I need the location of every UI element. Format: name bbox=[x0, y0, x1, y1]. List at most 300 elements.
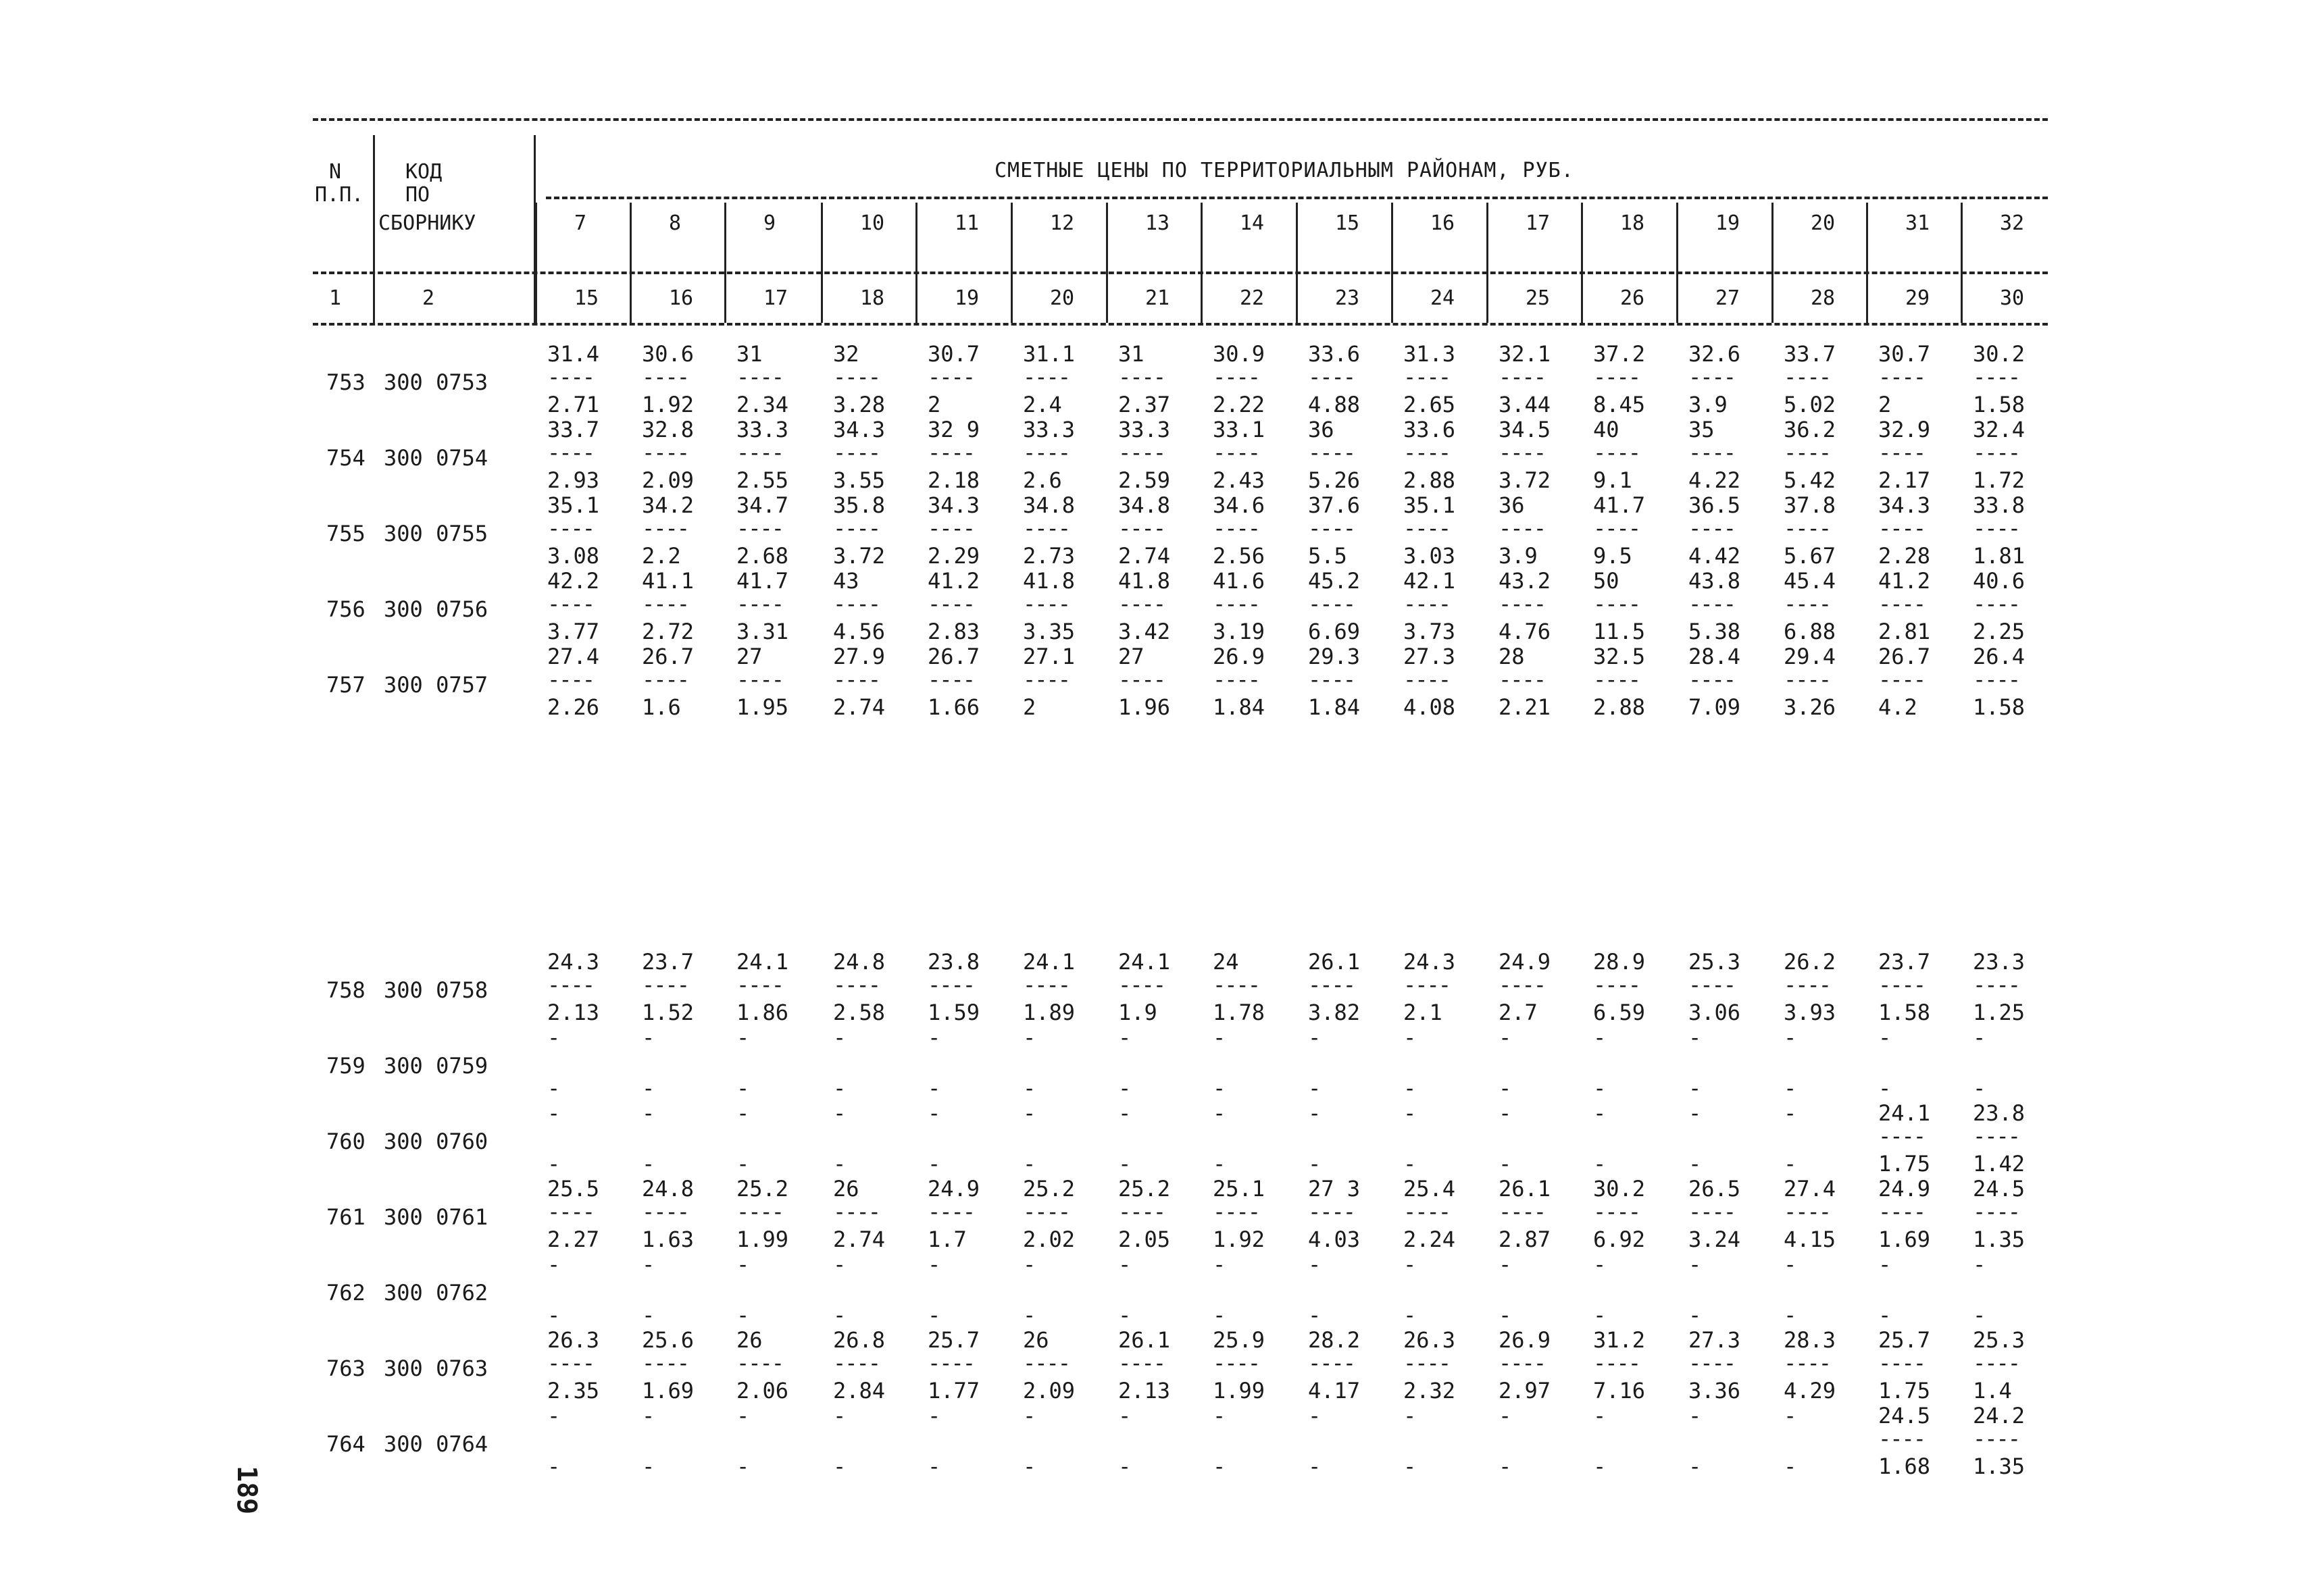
row-code: 300 0755 bbox=[384, 521, 488, 546]
price-bottom-value: - bbox=[1023, 1151, 1036, 1177]
price-bottom-value: 7.09 bbox=[1688, 694, 1741, 720]
row-number: 761 bbox=[326, 1204, 366, 1230]
price-top-value: 30.2 bbox=[1973, 341, 2026, 367]
price-top-value: 26.7 bbox=[928, 644, 980, 669]
header-n: N bbox=[329, 160, 342, 184]
price-bottom-value: 2.4 bbox=[1023, 392, 1062, 417]
price-top-value: 25.5 bbox=[547, 1176, 600, 1202]
row-number: 753 bbox=[326, 369, 366, 395]
price-bottom-value: 1.77 bbox=[928, 1378, 980, 1404]
region-code: 31 bbox=[1905, 211, 1930, 235]
price-bottom-value: 2.1 bbox=[1403, 1000, 1442, 1025]
price-top-value: 26 bbox=[1023, 1327, 1049, 1353]
price-top-value: 25.2 bbox=[736, 1176, 789, 1202]
fraction-rule: ---- bbox=[1688, 515, 1736, 541]
region-col-separator bbox=[630, 203, 632, 323]
fraction-rule: ---- bbox=[736, 972, 784, 998]
row-number: 758 bbox=[326, 977, 366, 1003]
price-top-value: - bbox=[1308, 1403, 1322, 1428]
price-top-value: 33.8 bbox=[1973, 492, 2026, 518]
fraction-rule: ---- bbox=[547, 440, 595, 465]
price-bottom-value: 2.37 bbox=[1118, 392, 1171, 417]
fraction-rule: ---- bbox=[1878, 1350, 1926, 1376]
price-top-value: - bbox=[833, 1252, 847, 1277]
fraction-rule: ---- bbox=[928, 440, 975, 465]
row-number: 762 bbox=[326, 1280, 366, 1306]
fraction-rule: ---- bbox=[1308, 972, 1355, 998]
price-top-value: 30.2 bbox=[1593, 1176, 1646, 1202]
price-top-value: 37.2 bbox=[1593, 341, 1646, 367]
price-top-value: - bbox=[1118, 1025, 1132, 1050]
price-bottom-value: 3.77 bbox=[547, 619, 600, 644]
price-top-value: 25.3 bbox=[1688, 949, 1741, 975]
fraction-rule: ---- bbox=[642, 515, 689, 541]
price-bottom-value: 3.93 bbox=[1784, 1000, 1836, 1025]
price-bottom-value: 5.38 bbox=[1688, 619, 1741, 644]
price-top-value: 24.3 bbox=[547, 949, 600, 975]
price-top-value: 26.8 bbox=[833, 1327, 886, 1353]
price-top-value: 34.2 bbox=[642, 492, 695, 518]
fraction-rule: ---- bbox=[1308, 364, 1355, 390]
region-col-separator bbox=[1866, 203, 1868, 323]
region-col-separator bbox=[821, 203, 823, 323]
price-top-value: 26.4 bbox=[1973, 644, 2026, 669]
fraction-rule: ---- bbox=[833, 1350, 880, 1376]
fraction-rule: ---- bbox=[642, 667, 689, 692]
fraction-rule: ---- bbox=[1688, 364, 1736, 390]
price-top-value: 41.2 bbox=[1878, 568, 1931, 594]
price-bottom-value: 4.15 bbox=[1784, 1227, 1836, 1252]
price-top-value: - bbox=[1784, 1025, 1797, 1050]
header-bottom-rule bbox=[313, 323, 2048, 326]
row-number: 756 bbox=[326, 596, 366, 622]
price-top-value: 27.4 bbox=[547, 644, 600, 669]
fraction-rule: ---- bbox=[833, 440, 880, 465]
price-bottom-value: - bbox=[1784, 1151, 1797, 1177]
fraction-rule: ---- bbox=[1878, 515, 1926, 541]
price-top-value: 32.4 bbox=[1973, 417, 2026, 442]
price-bottom-value: 1.66 bbox=[928, 694, 980, 720]
region-col-separator bbox=[1106, 203, 1108, 323]
price-bottom-value: 2.26 bbox=[547, 694, 600, 720]
price-top-value: - bbox=[1593, 1252, 1607, 1277]
price-top-value: - bbox=[1308, 1252, 1322, 1277]
price-bottom-value: 1.95 bbox=[736, 694, 789, 720]
row-code: 300 0758 bbox=[384, 977, 488, 1003]
price-bottom-value: 1.78 bbox=[1213, 1000, 1265, 1025]
price-top-value: 43 bbox=[833, 568, 859, 594]
price-bottom-value: 1.68 bbox=[1878, 1453, 1931, 1479]
price-bottom-value: 5.26 bbox=[1308, 467, 1361, 493]
price-top-value: - bbox=[1973, 1025, 1986, 1050]
price-top-value: 42.2 bbox=[547, 568, 600, 594]
fraction-rule: ---- bbox=[1878, 667, 1926, 692]
price-top-value: 31.2 bbox=[1593, 1327, 1646, 1353]
price-top-value: 30.9 bbox=[1213, 341, 1265, 367]
fraction-rule: ---- bbox=[1308, 515, 1355, 541]
price-bottom-value: 11.5 bbox=[1593, 619, 1646, 644]
price-bottom-value: - bbox=[1688, 1453, 1702, 1479]
region-col-separator bbox=[1771, 203, 1774, 323]
price-top-value: - bbox=[1118, 1100, 1132, 1126]
price-top-value: - bbox=[1593, 1100, 1607, 1126]
price-bottom-value: 6.88 bbox=[1784, 619, 1836, 644]
price-top-value: - bbox=[1023, 1403, 1036, 1428]
price-top-value: 25.4 bbox=[1403, 1176, 1456, 1202]
price-top-value: 33.1 bbox=[1213, 417, 1265, 442]
price-bottom-value: - bbox=[1023, 1302, 1036, 1328]
price-bottom-value: - bbox=[642, 1302, 655, 1328]
price-top-value: 28 bbox=[1499, 644, 1525, 669]
price-top-value: 36.2 bbox=[1784, 417, 1836, 442]
price-top-value: 26.3 bbox=[1403, 1327, 1456, 1353]
price-bottom-value: - bbox=[1403, 1453, 1417, 1479]
price-top-value: 34.8 bbox=[1023, 492, 1076, 518]
header-po: ПО bbox=[405, 183, 430, 207]
row-code: 300 0762 bbox=[384, 1280, 488, 1306]
price-bottom-value: 3.55 bbox=[833, 467, 886, 493]
price-top-value: 24.9 bbox=[1499, 949, 1551, 975]
price-top-value: 37.8 bbox=[1784, 492, 1836, 518]
price-top-value: 24.2 bbox=[1973, 1403, 2026, 1428]
price-bottom-value: 2.02 bbox=[1023, 1227, 1076, 1252]
fraction-rule: ---- bbox=[1403, 1350, 1451, 1376]
price-bottom-value: 2.13 bbox=[547, 1000, 600, 1025]
fraction-rule: ---- bbox=[1784, 1199, 1831, 1225]
price-top-value: 41.2 bbox=[928, 568, 980, 594]
price-top-value: - bbox=[736, 1403, 750, 1428]
price-bottom-value: - bbox=[1308, 1453, 1322, 1479]
region-code: 18 bbox=[1620, 211, 1645, 235]
price-bottom-value: 2.43 bbox=[1213, 467, 1265, 493]
price-bottom-value: 2.22 bbox=[1213, 392, 1265, 417]
column-number: 17 bbox=[763, 286, 788, 310]
fraction-rule: ---- bbox=[1973, 1426, 2020, 1451]
fraction-rule: ---- bbox=[1784, 515, 1831, 541]
price-bottom-value: 1.81 bbox=[1973, 543, 2026, 569]
row-code: 300 0754 bbox=[384, 445, 488, 471]
price-bottom-value: - bbox=[1688, 1302, 1702, 1328]
column-number: 18 bbox=[860, 286, 885, 310]
price-bottom-value: 5.02 bbox=[1784, 392, 1836, 417]
price-top-value: - bbox=[928, 1100, 941, 1126]
fraction-rule: ---- bbox=[928, 515, 975, 541]
fraction-rule: ---- bbox=[1308, 591, 1355, 617]
fraction-rule: ---- bbox=[1878, 1426, 1926, 1451]
price-top-value: 34.3 bbox=[833, 417, 886, 442]
fraction-rule: ---- bbox=[1593, 1350, 1640, 1376]
price-top-value: 36 bbox=[1499, 492, 1525, 518]
price-top-value: 33.3 bbox=[1023, 417, 1076, 442]
fraction-rule: ---- bbox=[736, 1350, 784, 1376]
price-top-value: 24.1 bbox=[736, 949, 789, 975]
price-top-value: - bbox=[1118, 1252, 1132, 1277]
price-top-value: 32.9 bbox=[1878, 417, 1931, 442]
price-top-value: 33.6 bbox=[1403, 417, 1456, 442]
price-bottom-value: 1.35 bbox=[1973, 1453, 2026, 1479]
price-bottom-value: - bbox=[547, 1151, 561, 1177]
fraction-rule: ---- bbox=[1688, 440, 1736, 465]
fraction-rule: ---- bbox=[642, 364, 689, 390]
region-code: 11 bbox=[955, 211, 980, 235]
price-bottom-value: 3.36 bbox=[1688, 1378, 1741, 1404]
fraction-rule: ---- bbox=[1403, 1199, 1451, 1225]
price-top-value: 26.1 bbox=[1118, 1327, 1171, 1353]
price-bottom-value: 3.26 bbox=[1784, 694, 1836, 720]
price-bottom-value: 2.88 bbox=[1593, 694, 1646, 720]
price-top-value: 26.9 bbox=[1499, 1327, 1551, 1353]
price-bottom-value: 4.42 bbox=[1688, 543, 1741, 569]
row-number: 754 bbox=[326, 445, 366, 471]
fraction-rule: ---- bbox=[1403, 440, 1451, 465]
fraction-rule: ---- bbox=[1973, 364, 2020, 390]
fraction-rule: ---- bbox=[1878, 1199, 1926, 1225]
region-col-separator bbox=[1201, 203, 1203, 323]
fraction-rule: ---- bbox=[1878, 440, 1926, 465]
price-top-value: 35.1 bbox=[547, 492, 600, 518]
price-bottom-value: - bbox=[1403, 1075, 1417, 1101]
price-bottom-value: 1.58 bbox=[1973, 392, 2026, 417]
price-top-value: 40 bbox=[1593, 417, 1619, 442]
price-top-value: 24.5 bbox=[1973, 1176, 2026, 1202]
fraction-rule: ---- bbox=[547, 364, 595, 390]
column-number: 26 bbox=[1620, 286, 1645, 310]
header-sep-n bbox=[373, 135, 375, 323]
fraction-rule: ---- bbox=[1403, 515, 1451, 541]
price-bottom-value: - bbox=[1308, 1151, 1322, 1177]
fraction-rule: ---- bbox=[1784, 364, 1831, 390]
price-bottom-value: 2.55 bbox=[736, 467, 789, 493]
price-top-value: 27.4 bbox=[1784, 1176, 1836, 1202]
price-top-value: - bbox=[642, 1025, 655, 1050]
fraction-rule: ---- bbox=[928, 364, 975, 390]
fraction-rule: ---- bbox=[1499, 591, 1546, 617]
price-top-value: 34.5 bbox=[1499, 417, 1551, 442]
price-top-value: - bbox=[1118, 1403, 1132, 1428]
price-top-value: 24.9 bbox=[928, 1176, 980, 1202]
price-top-value: - bbox=[736, 1100, 750, 1126]
price-bottom-value: 1.42 bbox=[1973, 1151, 2026, 1177]
price-bottom-value: 1.84 bbox=[1213, 694, 1265, 720]
price-bottom-value: 2.84 bbox=[833, 1378, 886, 1404]
fraction-rule: ---- bbox=[1308, 440, 1355, 465]
price-bottom-value: 3.72 bbox=[833, 543, 886, 569]
price-bottom-value: - bbox=[547, 1453, 561, 1479]
price-bottom-value: - bbox=[1213, 1151, 1226, 1177]
price-bottom-value: 4.29 bbox=[1784, 1378, 1836, 1404]
title-under-rule bbox=[546, 197, 2048, 199]
region-col-separator bbox=[1486, 203, 1488, 323]
price-top-value: - bbox=[1593, 1403, 1607, 1428]
fraction-rule: ---- bbox=[1784, 1350, 1831, 1376]
region-col-separator bbox=[1961, 203, 1963, 323]
fraction-rule: ---- bbox=[1499, 515, 1546, 541]
price-top-value: 34.6 bbox=[1213, 492, 1265, 518]
price-bottom-value: 1.89 bbox=[1023, 1000, 1076, 1025]
fraction-rule: ---- bbox=[1308, 1199, 1355, 1225]
price-top-value: 32 bbox=[833, 341, 859, 367]
price-bottom-value: 2.24 bbox=[1403, 1227, 1456, 1252]
price-top-value: 34.3 bbox=[1878, 492, 1931, 518]
price-bottom-value: 1.7 bbox=[928, 1227, 967, 1252]
header-kod: КОД bbox=[405, 160, 443, 184]
price-bottom-value: - bbox=[1118, 1302, 1132, 1328]
row-number: 759 bbox=[326, 1053, 366, 1079]
price-top-value: 45.4 bbox=[1784, 568, 1836, 594]
price-top-value: 28.3 bbox=[1784, 1327, 1836, 1353]
price-top-value: - bbox=[547, 1100, 561, 1126]
fraction-rule: ---- bbox=[1023, 667, 1070, 692]
price-bottom-value: - bbox=[1593, 1453, 1607, 1479]
price-top-value: 24.3 bbox=[1403, 949, 1456, 975]
price-top-value: - bbox=[1593, 1025, 1607, 1050]
price-bottom-value: 3.72 bbox=[1499, 467, 1551, 493]
price-bottom-value: 5.67 bbox=[1784, 543, 1836, 569]
fraction-rule: ---- bbox=[736, 364, 784, 390]
price-top-value: 24.1 bbox=[1878, 1100, 1931, 1126]
price-bottom-value: 2.25 bbox=[1973, 619, 2026, 644]
price-top-value: - bbox=[1499, 1403, 1512, 1428]
price-bottom-value: 2.65 bbox=[1403, 392, 1456, 417]
price-top-value: 28.2 bbox=[1308, 1327, 1361, 1353]
price-bottom-value: - bbox=[928, 1151, 941, 1177]
price-bottom-value: 1.69 bbox=[1878, 1227, 1931, 1252]
region-code: 15 bbox=[1335, 211, 1360, 235]
price-top-value: 31.3 bbox=[1403, 341, 1456, 367]
price-bottom-value: - bbox=[547, 1075, 561, 1101]
price-top-value: 26.5 bbox=[1688, 1176, 1741, 1202]
price-top-value: - bbox=[1688, 1403, 1702, 1428]
price-top-value: 33.3 bbox=[736, 417, 789, 442]
price-bottom-value: - bbox=[928, 1075, 941, 1101]
region-code: 32 bbox=[2000, 211, 2025, 235]
fraction-rule: ---- bbox=[1784, 440, 1831, 465]
price-top-value: 40.6 bbox=[1973, 568, 2026, 594]
price-bottom-value: 3.06 bbox=[1688, 1000, 1741, 1025]
price-bottom-value: 2.7 bbox=[1499, 1000, 1538, 1025]
region-col-separator bbox=[1011, 203, 1013, 323]
fraction-rule: ---- bbox=[1118, 364, 1165, 390]
price-top-value: - bbox=[833, 1025, 847, 1050]
price-bottom-value: - bbox=[1973, 1075, 1986, 1101]
fraction-rule: ---- bbox=[1118, 1350, 1165, 1376]
price-top-value: - bbox=[1023, 1025, 1036, 1050]
region-code: 20 bbox=[1811, 211, 1836, 235]
price-top-value: 35.1 bbox=[1403, 492, 1456, 518]
column-number: 22 bbox=[1240, 286, 1265, 310]
price-bottom-value: - bbox=[1308, 1075, 1322, 1101]
fraction-rule: ---- bbox=[1973, 440, 2020, 465]
price-top-value: 27.3 bbox=[1688, 1327, 1741, 1353]
price-top-value: 27.9 bbox=[833, 644, 886, 669]
price-bottom-value: 1.25 bbox=[1973, 1000, 2026, 1025]
price-bottom-value: - bbox=[1688, 1075, 1702, 1101]
price-bottom-value: 4.88 bbox=[1308, 392, 1361, 417]
price-bottom-value: 4.08 bbox=[1403, 694, 1456, 720]
fraction-rule: ---- bbox=[928, 667, 975, 692]
fraction-rule: ---- bbox=[736, 667, 784, 692]
row-code: 300 0757 bbox=[384, 672, 488, 698]
price-top-value: 31 bbox=[736, 341, 763, 367]
fraction-rule: ---- bbox=[1118, 591, 1165, 617]
price-bottom-value: 2.28 bbox=[1878, 543, 1931, 569]
fraction-rule: ---- bbox=[833, 972, 880, 998]
fraction-rule: ---- bbox=[642, 972, 689, 998]
price-bottom-value: 5.5 bbox=[1308, 543, 1347, 569]
column-number: 29 bbox=[1905, 286, 1930, 310]
price-bottom-value: 3.19 bbox=[1213, 619, 1265, 644]
price-top-value: 50 bbox=[1593, 568, 1619, 594]
fraction-rule: ---- bbox=[1784, 972, 1831, 998]
price-top-value: 25.7 bbox=[928, 1327, 980, 1353]
price-bottom-value: 1.35 bbox=[1973, 1227, 2026, 1252]
fraction-rule: ---- bbox=[833, 591, 880, 617]
price-top-value: - bbox=[1688, 1025, 1702, 1050]
price-top-value: - bbox=[1213, 1100, 1226, 1126]
price-bottom-value: - bbox=[833, 1151, 847, 1177]
price-bottom-value: 1.72 bbox=[1973, 467, 2026, 493]
price-top-value: 25.1 bbox=[1213, 1176, 1265, 1202]
fraction-rule: ---- bbox=[1878, 972, 1926, 998]
fraction-rule: ---- bbox=[1973, 591, 2020, 617]
price-top-value: 27 bbox=[736, 644, 763, 669]
region-code: 14 bbox=[1240, 211, 1265, 235]
price-bottom-value: 4.03 bbox=[1308, 1227, 1361, 1252]
price-bottom-value: - bbox=[1308, 1302, 1322, 1328]
price-top-value: 33.7 bbox=[547, 417, 600, 442]
price-top-value: 29.4 bbox=[1784, 644, 1836, 669]
price-top-value: - bbox=[1403, 1403, 1417, 1428]
fraction-rule: ---- bbox=[642, 1350, 689, 1376]
fraction-rule: ---- bbox=[1688, 1350, 1736, 1376]
price-top-value: 24 bbox=[1213, 949, 1239, 975]
price-top-value: 30.6 bbox=[642, 341, 695, 367]
fraction-rule: ---- bbox=[1593, 440, 1640, 465]
fraction-rule: ---- bbox=[1878, 1123, 1926, 1149]
fraction-rule: ---- bbox=[736, 591, 784, 617]
price-bottom-value: - bbox=[1023, 1075, 1036, 1101]
price-top-value: - bbox=[1499, 1252, 1512, 1277]
price-bottom-value: 2.56 bbox=[1213, 543, 1265, 569]
fraction-rule: ---- bbox=[1593, 972, 1640, 998]
price-top-value: - bbox=[547, 1252, 561, 1277]
price-bottom-value: - bbox=[1499, 1151, 1512, 1177]
region-code: 9 bbox=[763, 211, 776, 235]
price-bottom-value: 2.73 bbox=[1023, 543, 1076, 569]
price-bottom-value: 1.86 bbox=[736, 1000, 789, 1025]
price-top-value: 35.8 bbox=[833, 492, 886, 518]
price-top-value: 32.5 bbox=[1593, 644, 1646, 669]
region-code: 7 bbox=[574, 211, 587, 235]
price-top-value: - bbox=[833, 1403, 847, 1428]
region-code: 12 bbox=[1050, 211, 1075, 235]
price-bottom-value: - bbox=[1213, 1075, 1226, 1101]
fraction-rule: ---- bbox=[928, 972, 975, 998]
price-bottom-value: 7.16 bbox=[1593, 1378, 1646, 1404]
row-code: 300 0760 bbox=[384, 1129, 488, 1154]
region-col-separator bbox=[1391, 203, 1393, 323]
fraction-rule: ---- bbox=[1688, 591, 1736, 617]
fraction-rule: ---- bbox=[642, 591, 689, 617]
price-top-value: - bbox=[642, 1100, 655, 1126]
price-bottom-value: 1.75 bbox=[1878, 1378, 1931, 1404]
region-col-separator bbox=[915, 203, 917, 323]
fraction-rule: ---- bbox=[736, 1199, 784, 1225]
price-top-value: 27.3 bbox=[1403, 644, 1456, 669]
price-top-value: 31.4 bbox=[547, 341, 600, 367]
column-number: 16 bbox=[669, 286, 694, 310]
price-bottom-value: 4.2 bbox=[1878, 694, 1917, 720]
